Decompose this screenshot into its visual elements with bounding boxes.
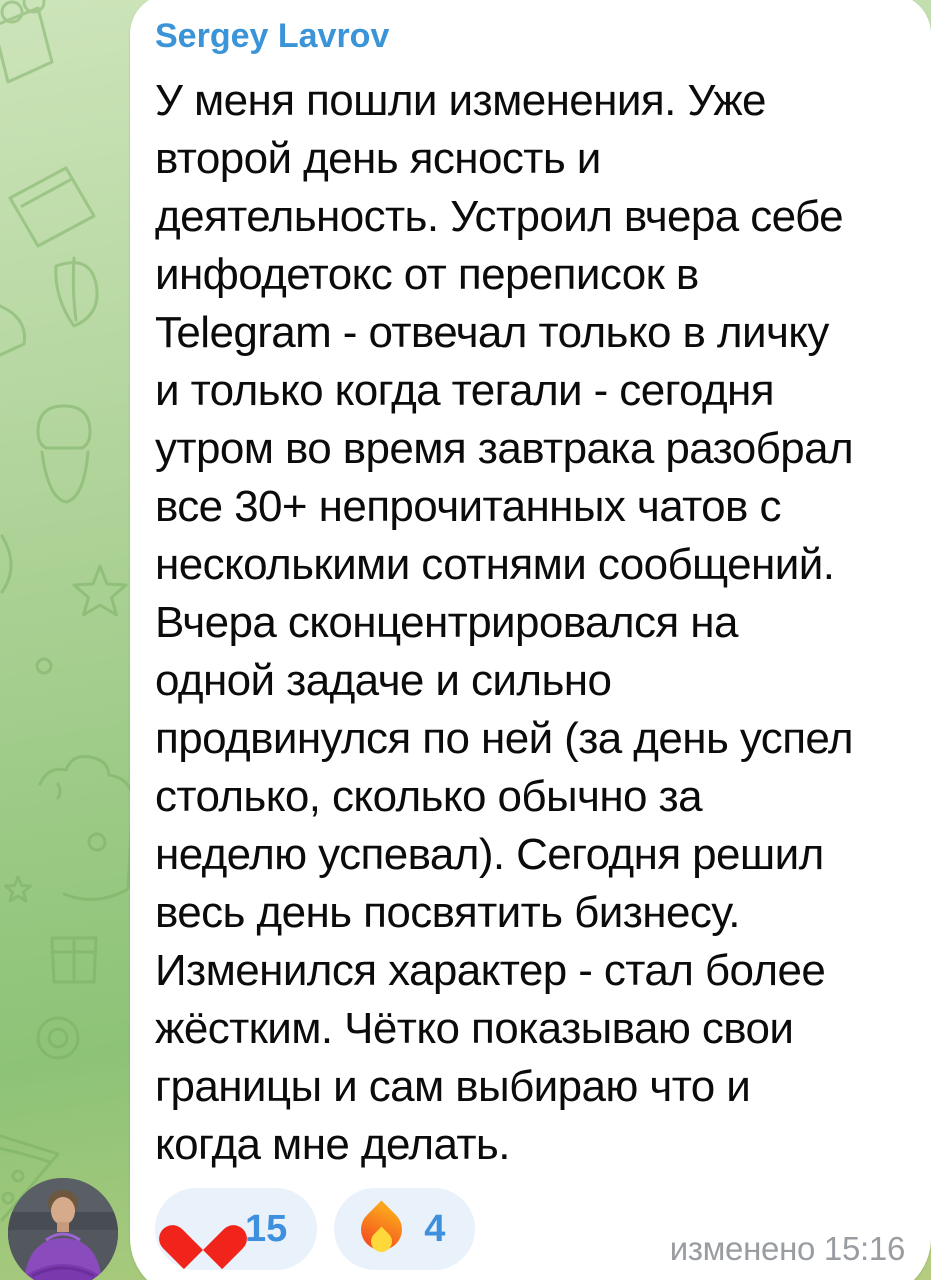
message-line: границы и сам выбираю что и xyxy=(155,1062,751,1111)
message-line: продвинулся по ней (за день успел xyxy=(155,714,853,763)
message-line: инфодетокс от переписок в xyxy=(155,250,699,299)
avatar-photo xyxy=(8,1178,118,1280)
message-line: когда мне делать. xyxy=(155,1120,510,1169)
message-line: Вчера сконцентрировался на xyxy=(155,598,738,647)
reaction-count: 15 xyxy=(245,1207,288,1250)
message-line: неделю успевал). Сегодня решил xyxy=(155,830,824,879)
message-line: несколькими сотнями сообщений. xyxy=(155,540,835,589)
incoming-message-bubble xyxy=(130,0,931,1280)
message-line: Изменился характер - стал более xyxy=(155,946,826,995)
message-line: утром во время завтрака разобрал xyxy=(155,424,854,473)
message-line: деятельность. Устроил вчера себе xyxy=(155,192,844,241)
message-line: весь день посвятить бизнесу. xyxy=(155,888,740,937)
fire-icon xyxy=(356,1203,408,1255)
reaction-fire[interactable] xyxy=(334,1188,475,1270)
message-line: У меня пошли изменения. Уже xyxy=(155,76,766,125)
sender-name[interactable]: Sergey Lavrov xyxy=(155,17,390,55)
message-text xyxy=(155,72,911,1174)
edited-timestamp: изменено 15:16 xyxy=(669,1230,905,1267)
heart-icon xyxy=(177,1203,229,1255)
message-line: и только когда тегали - сегодня xyxy=(155,366,774,415)
reaction-count: 4 xyxy=(424,1207,446,1250)
message-line: второй день ясность и xyxy=(155,134,601,183)
message-line: все 30+ непрочитанных чатов с xyxy=(155,482,781,531)
message-line: Telegram - отвечал только в личку xyxy=(155,308,829,357)
message-line: жёстким. Чётко показываю свои xyxy=(155,1004,794,1053)
reaction-heart[interactable] xyxy=(155,1188,317,1270)
sender-avatar[interactable] xyxy=(8,1178,118,1280)
message-line: столько, сколько обычно за xyxy=(155,772,702,821)
message-line: одной задаче и сильно xyxy=(155,656,612,705)
